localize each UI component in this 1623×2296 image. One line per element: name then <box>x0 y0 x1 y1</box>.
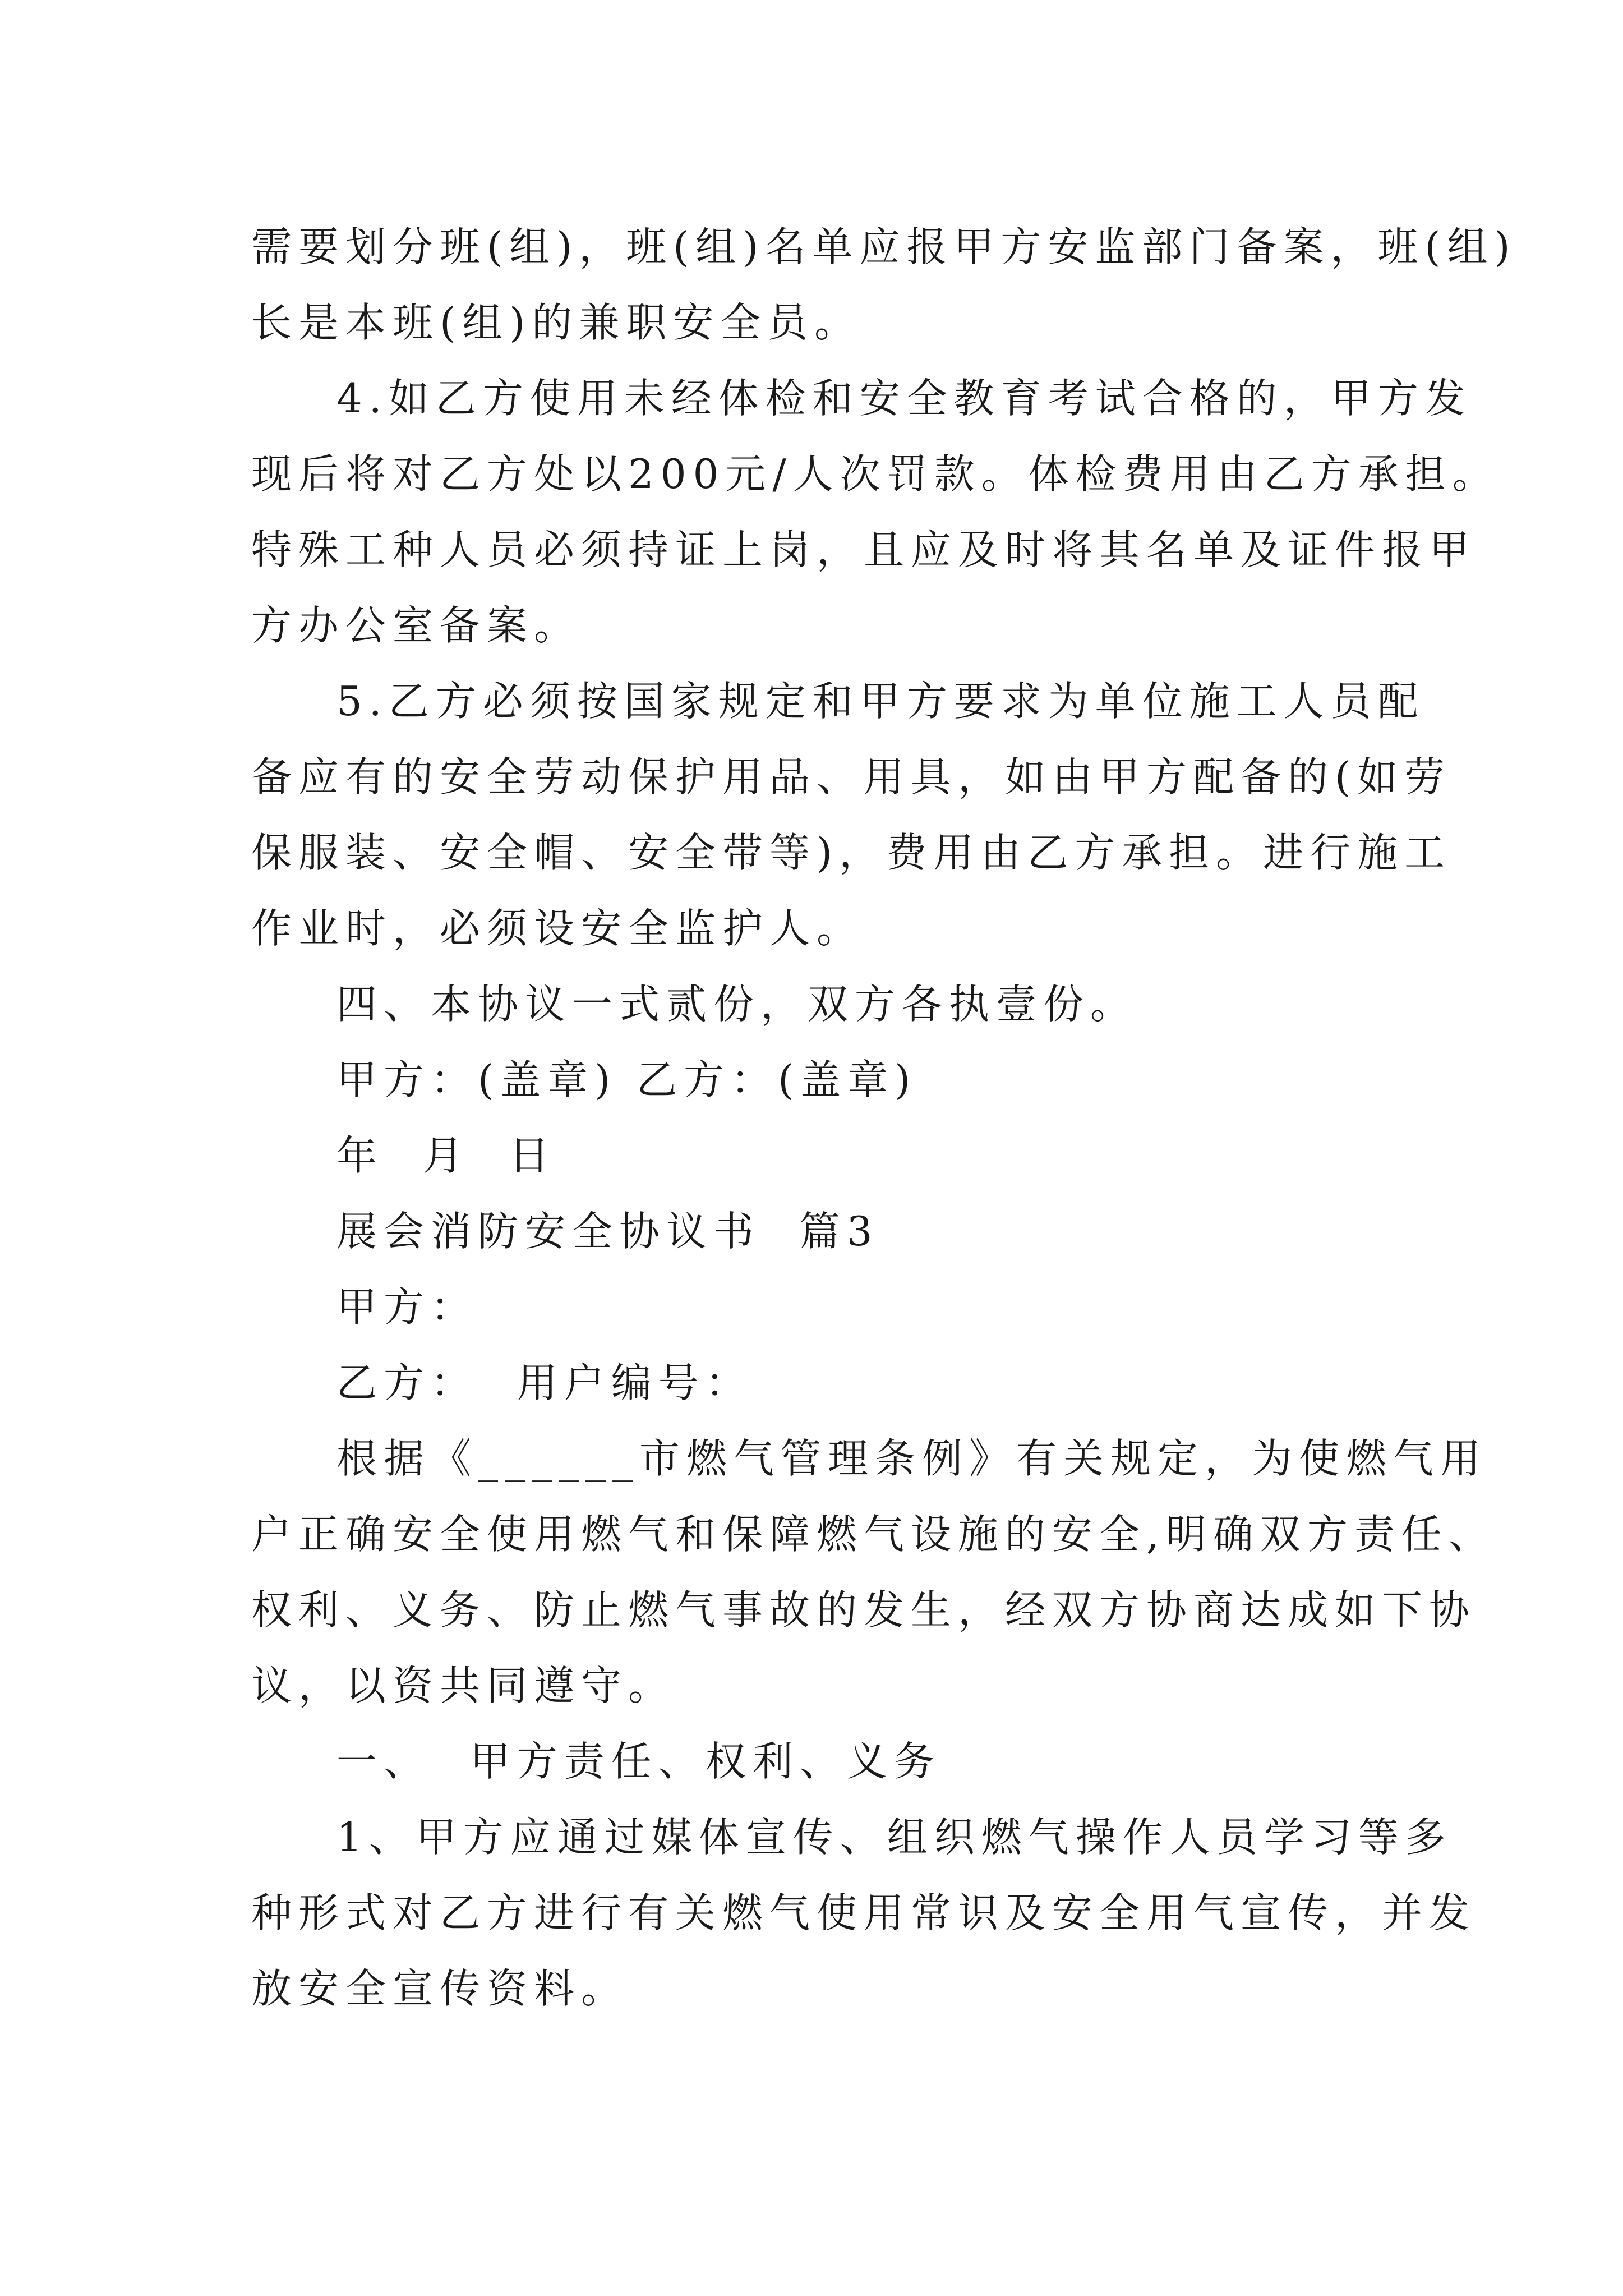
text-line: 乙方： 用户编号： <box>336 1359 753 1406</box>
text-line: 甲方：(盖章) 乙方：(盖章) <box>336 1056 917 1103</box>
text-line: 4.如乙方使用未经体检和安全教育考试合格的，甲方发 <box>336 375 1472 422</box>
section-heading: 展会消防安全协议书 篇3 <box>336 1208 879 1255</box>
text-line: 备应有的安全劳动保护用品、用具，如由甲方配备的(如劳 <box>251 753 1452 800</box>
text-line: 户正确安全使用燃气和保障燃气设施的安全,明确双方责任、 <box>251 1511 1496 1558</box>
text-line: 年 月 日 <box>336 1132 556 1179</box>
text-line: 现后将对乙方处以200元/人次罚款。体检费用由乙方承担。 <box>251 450 1500 498</box>
text-line: 一、 甲方责任、权利、义务 <box>336 1738 941 1785</box>
text-line: 特殊工种人员必须持证上岗，且应及时将其名单及证件报甲 <box>251 526 1477 573</box>
text-line: 议，以资共同遵守。 <box>251 1662 676 1709</box>
text-line: 四、本协议一式贰份，双方各执壹份。 <box>336 981 1138 1028</box>
text-line: 需要划分班(组)，班(组)名单应报甲方安监部门备案，班(组) <box>251 223 1517 270</box>
text-line: 种形式对乙方进行有关燃气使用常识及安全用气宣传，并发 <box>251 1889 1477 1936</box>
text-line: 甲方： <box>336 1283 478 1331</box>
text-line: 方办公室备案。 <box>251 602 582 649</box>
text-line: 根据《______市燃气管理条例》有关规定，为使燃气用 <box>336 1435 1488 1482</box>
text-line: 放安全宣传资料。 <box>251 1965 629 2012</box>
text-line: 5.乙方必须按国家规定和甲方要求为单位施工人员配 <box>336 678 1425 725</box>
text-line: 长是本班(组)的兼职安全员。 <box>251 299 862 346</box>
text-line: 权利、义务、防止燃气事故的发生，经双方协商达成如下协 <box>251 1586 1477 1634</box>
text-line: 1、甲方应通过媒体宣传、组织燃气操作人员学习等多 <box>336 1814 1453 1861</box>
text-line: 作业时，必须设安全监护人。 <box>251 905 864 952</box>
text-line: 保服装、安全帽、安全带等)，费用由乙方承担。进行施工 <box>251 829 1452 876</box>
